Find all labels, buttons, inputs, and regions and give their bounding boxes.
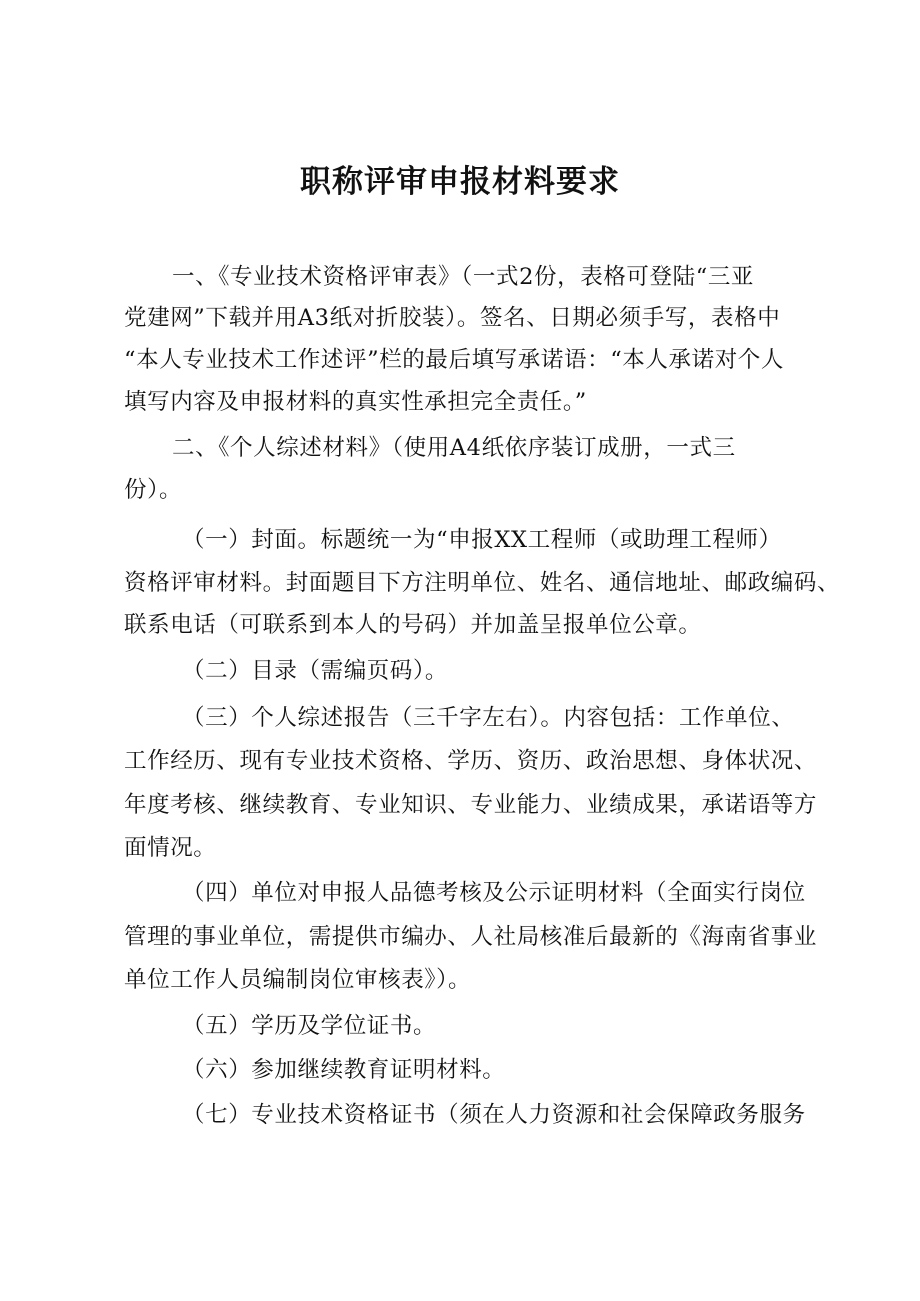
paragraph-line: 二、《个人综述材料》（使用A4纸依序装订成册，一式三 xyxy=(172,435,736,461)
paragraph-line: “本人专业技术工作述评”栏的最后填写承诺语：“本人承诺对个人 xyxy=(124,347,785,373)
paragraph-line: 年度考核、继续教育、专业知识、专业能力、业绩成果，承诺语等方 xyxy=(124,792,818,818)
paragraph-line: （四）单位对申报人品德考核及公示证明材料（全面实行岗位 xyxy=(182,880,806,906)
paragraph-line: （六）参加继续教育证明材料。 xyxy=(182,1057,506,1083)
paragraph-line: 填写内容及申报材料的真实性承担完全责任。” xyxy=(124,389,587,415)
paragraph-line: 资格评审材料。封面题目下方注明单位、姓名、通信地址、邮政编码、 xyxy=(124,570,841,596)
paragraph-line: （三）个人综述报告（三千字左右）。内容包括：工作单位、 xyxy=(182,705,795,731)
paragraph-line: 单位工作人员编制岗位审核表》）。 xyxy=(124,967,472,993)
paragraph-line: 党建网”下载并用A3纸对折胶装）。签名、日期必须手写，表格中 xyxy=(124,305,781,331)
paragraph-line: （五）学历及学位证书。 xyxy=(182,1013,437,1039)
paragraph-line: 工作经历、现有专业技术资格、学历、资历、政治思想、身体状况、 xyxy=(124,748,818,774)
paragraph-line: 面情况。 xyxy=(124,835,217,861)
page-title: 职称评审申报材料要求 xyxy=(300,164,620,200)
paragraph-line: （二）目录（需编页码）。 xyxy=(182,658,448,684)
paragraph-line: 份）。 xyxy=(124,477,183,503)
paragraph-line: 联系电话（可联系到本人的号码）并加盖呈报单位公章。 xyxy=(124,612,702,638)
paragraph-line: （一）封面。标题统一为“申报XX工程师（或助理工程师） xyxy=(182,527,782,553)
paragraph-line: 管理的事业单位，需提供市编办、人社局核准后最新的《海南省事业 xyxy=(124,924,818,950)
paragraph-line: （七）专业技术资格证书（须在人力资源和社会保障政务服务 xyxy=(182,1102,806,1128)
paragraph-line: 一、《专业技术资格评审表》（一式2份，表格可登陆“三亚 xyxy=(172,264,755,290)
